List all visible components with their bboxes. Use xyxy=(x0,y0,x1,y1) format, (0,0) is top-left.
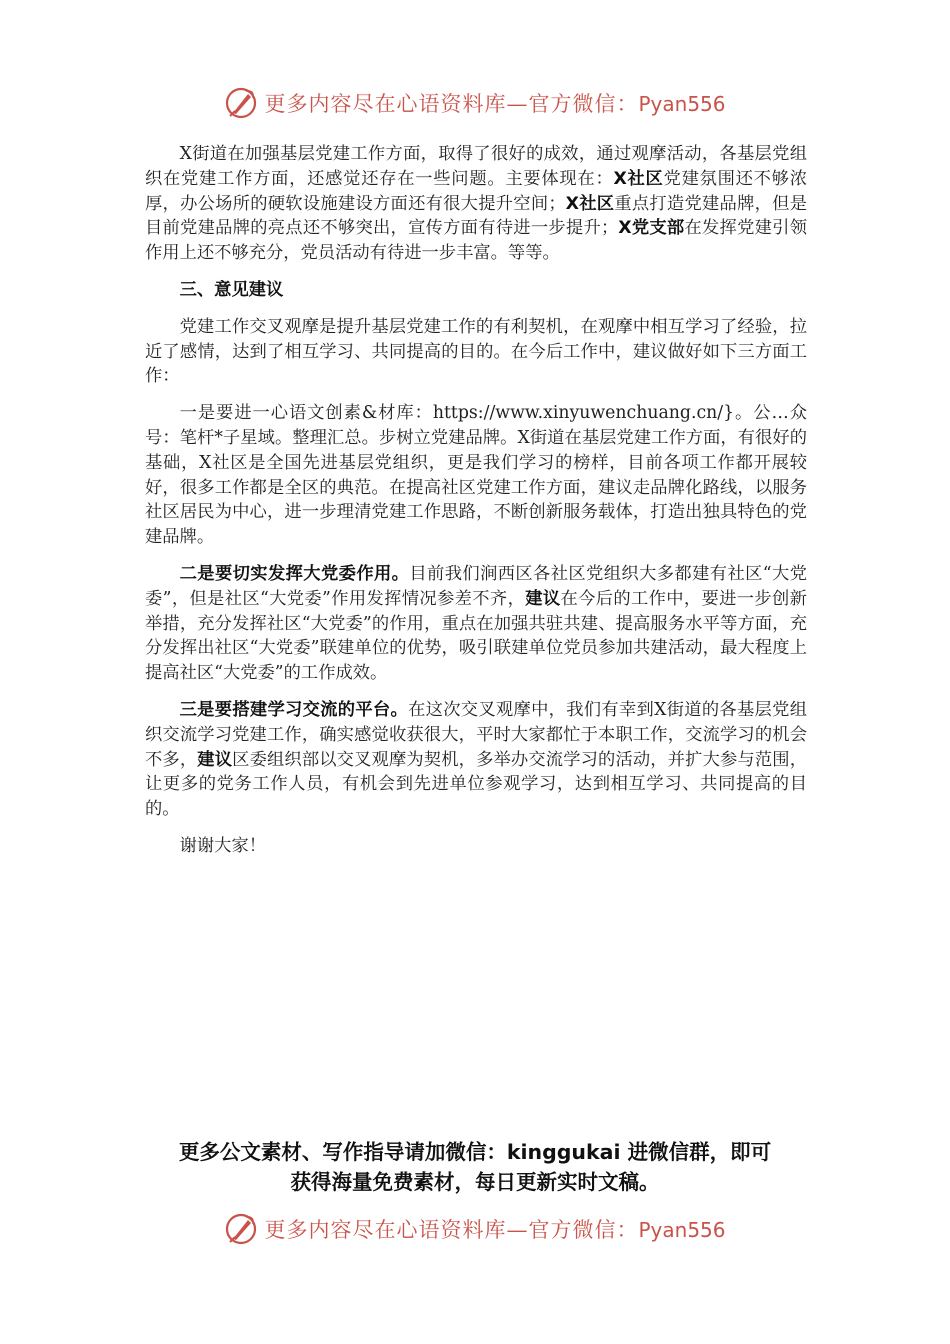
watermark-text-cn: 更多内容尽在心语资料库—官方微信： xyxy=(264,92,639,116)
quill-logo-icon xyxy=(224,1212,258,1246)
paragraph-intro: 党建工作交叉观摩是提升基层党建工作的有利契机，在观摩中相互学习了经验，拉近了感情，达到了相互学习、共同提高的目的。在今后工作中，建议做好如下三方面工作： xyxy=(145,316,807,387)
text-run: 在今后的工作中，要进一步创新举措，充分发挥社区“大党委”的作用，重点在加强共驻共建、提高服务水平等方面，充分发挥出社区“大党委”联建单位的优势，吸引联建单位党员参加共建活动，最大程度上提高社区“大党委”的工作成效。 xyxy=(145,588,807,684)
watermark-wechat-id: Pyan556 xyxy=(638,1218,726,1242)
paragraph-point-three xyxy=(145,698,807,822)
paragraph-point-one: 一是要进一心语文创素&材库：https://www.xinyuwenchuang.cn/}。公…众号：笔杆*子星域。整理汇总。步树立党建品牌。X街道在基层党建工作方面，有很好的基础，X社区是全国先进基层党组织，更是我们学习的榜样，目前各项工作都开展较好，很多工作都是全区的典范。在提高社区党建工作方面，建议走品牌化路线，以服务社区居民为中心，进一步理清党建工作思路，不断创新服务载体，打造出独具特色的党建品牌。 xyxy=(145,403,807,548)
text-run: 区委组织部以交叉观摩为契机，多举办交流学习的活动，并扩大参与范围，让更多的党务工作人员，有机会到先进单位参观学习，达到相互学习、共同提高的目的。 xyxy=(145,749,807,820)
promo-banner xyxy=(0,1137,950,1197)
document-body xyxy=(145,142,807,871)
bold-run: 建议 xyxy=(525,588,561,609)
bold-run: 建议 xyxy=(197,749,233,770)
watermark-footer xyxy=(0,1212,950,1246)
watermark-wechat-id: Pyan556 xyxy=(638,92,726,116)
paragraph-thanks: 谢谢大家！ xyxy=(179,835,267,856)
promo-line-1: 更多公文素材、写作指导请加微信：kinggukai 进微信群，即可 xyxy=(178,1140,772,1164)
paragraph-problems xyxy=(145,142,807,266)
bold-run: X社区 xyxy=(613,168,664,189)
text-run: 目前我们涧西区各社区党组织大多都建有社区“大党委”，但是社区“大党委”作用发挥情况参差不齐， xyxy=(145,563,807,609)
bold-run: 三是要搭建学习交流的平台。 xyxy=(179,699,409,720)
text-run: 在这次交叉观摩中，我们有幸到X街道的各基层党组织交流学习党建工作，确实感觉收获很大，平时大家都忙于本职工作，交流学习的机会不多， xyxy=(145,699,807,770)
text-run: X街道在加强基层党建工作方面，取得了很好的成效，通过观摩活动，各基层党组织在党建工作方面，还感觉还存在一些问题。主要体现在： xyxy=(145,144,807,189)
bold-run: X社区 xyxy=(565,193,615,214)
text-run: 党建氛围还不够浓厚，办公场所的硬软设施建设方面还有很大提升空间； xyxy=(145,168,807,214)
watermark-text xyxy=(264,88,725,118)
heading-text: 三、意见建议 xyxy=(179,279,284,300)
bold-run: 二是要切实发挥大党委作用。 xyxy=(179,563,410,584)
section-heading-suggestions xyxy=(145,278,807,303)
watermark-text xyxy=(264,1214,725,1244)
bold-run: X党支部 xyxy=(618,218,685,239)
text-run: 在发挥党建引领作用上还不够充分，党员活动有待进一步丰富。等等。 xyxy=(145,218,807,264)
quill-logo-icon xyxy=(224,86,258,120)
promo-line-2: 获得海量免费素材，每日更新实时文稿。 xyxy=(290,1170,660,1194)
paragraph-point-two xyxy=(145,562,807,686)
watermark-header xyxy=(0,86,950,120)
watermark-text-cn: 更多内容尽在心语资料库—官方微信： xyxy=(264,1218,639,1242)
text-run: 重点打造党建品牌，但是目前党建品牌的亮点还不够突出，宣传方面有待进一步提升； xyxy=(145,193,807,239)
